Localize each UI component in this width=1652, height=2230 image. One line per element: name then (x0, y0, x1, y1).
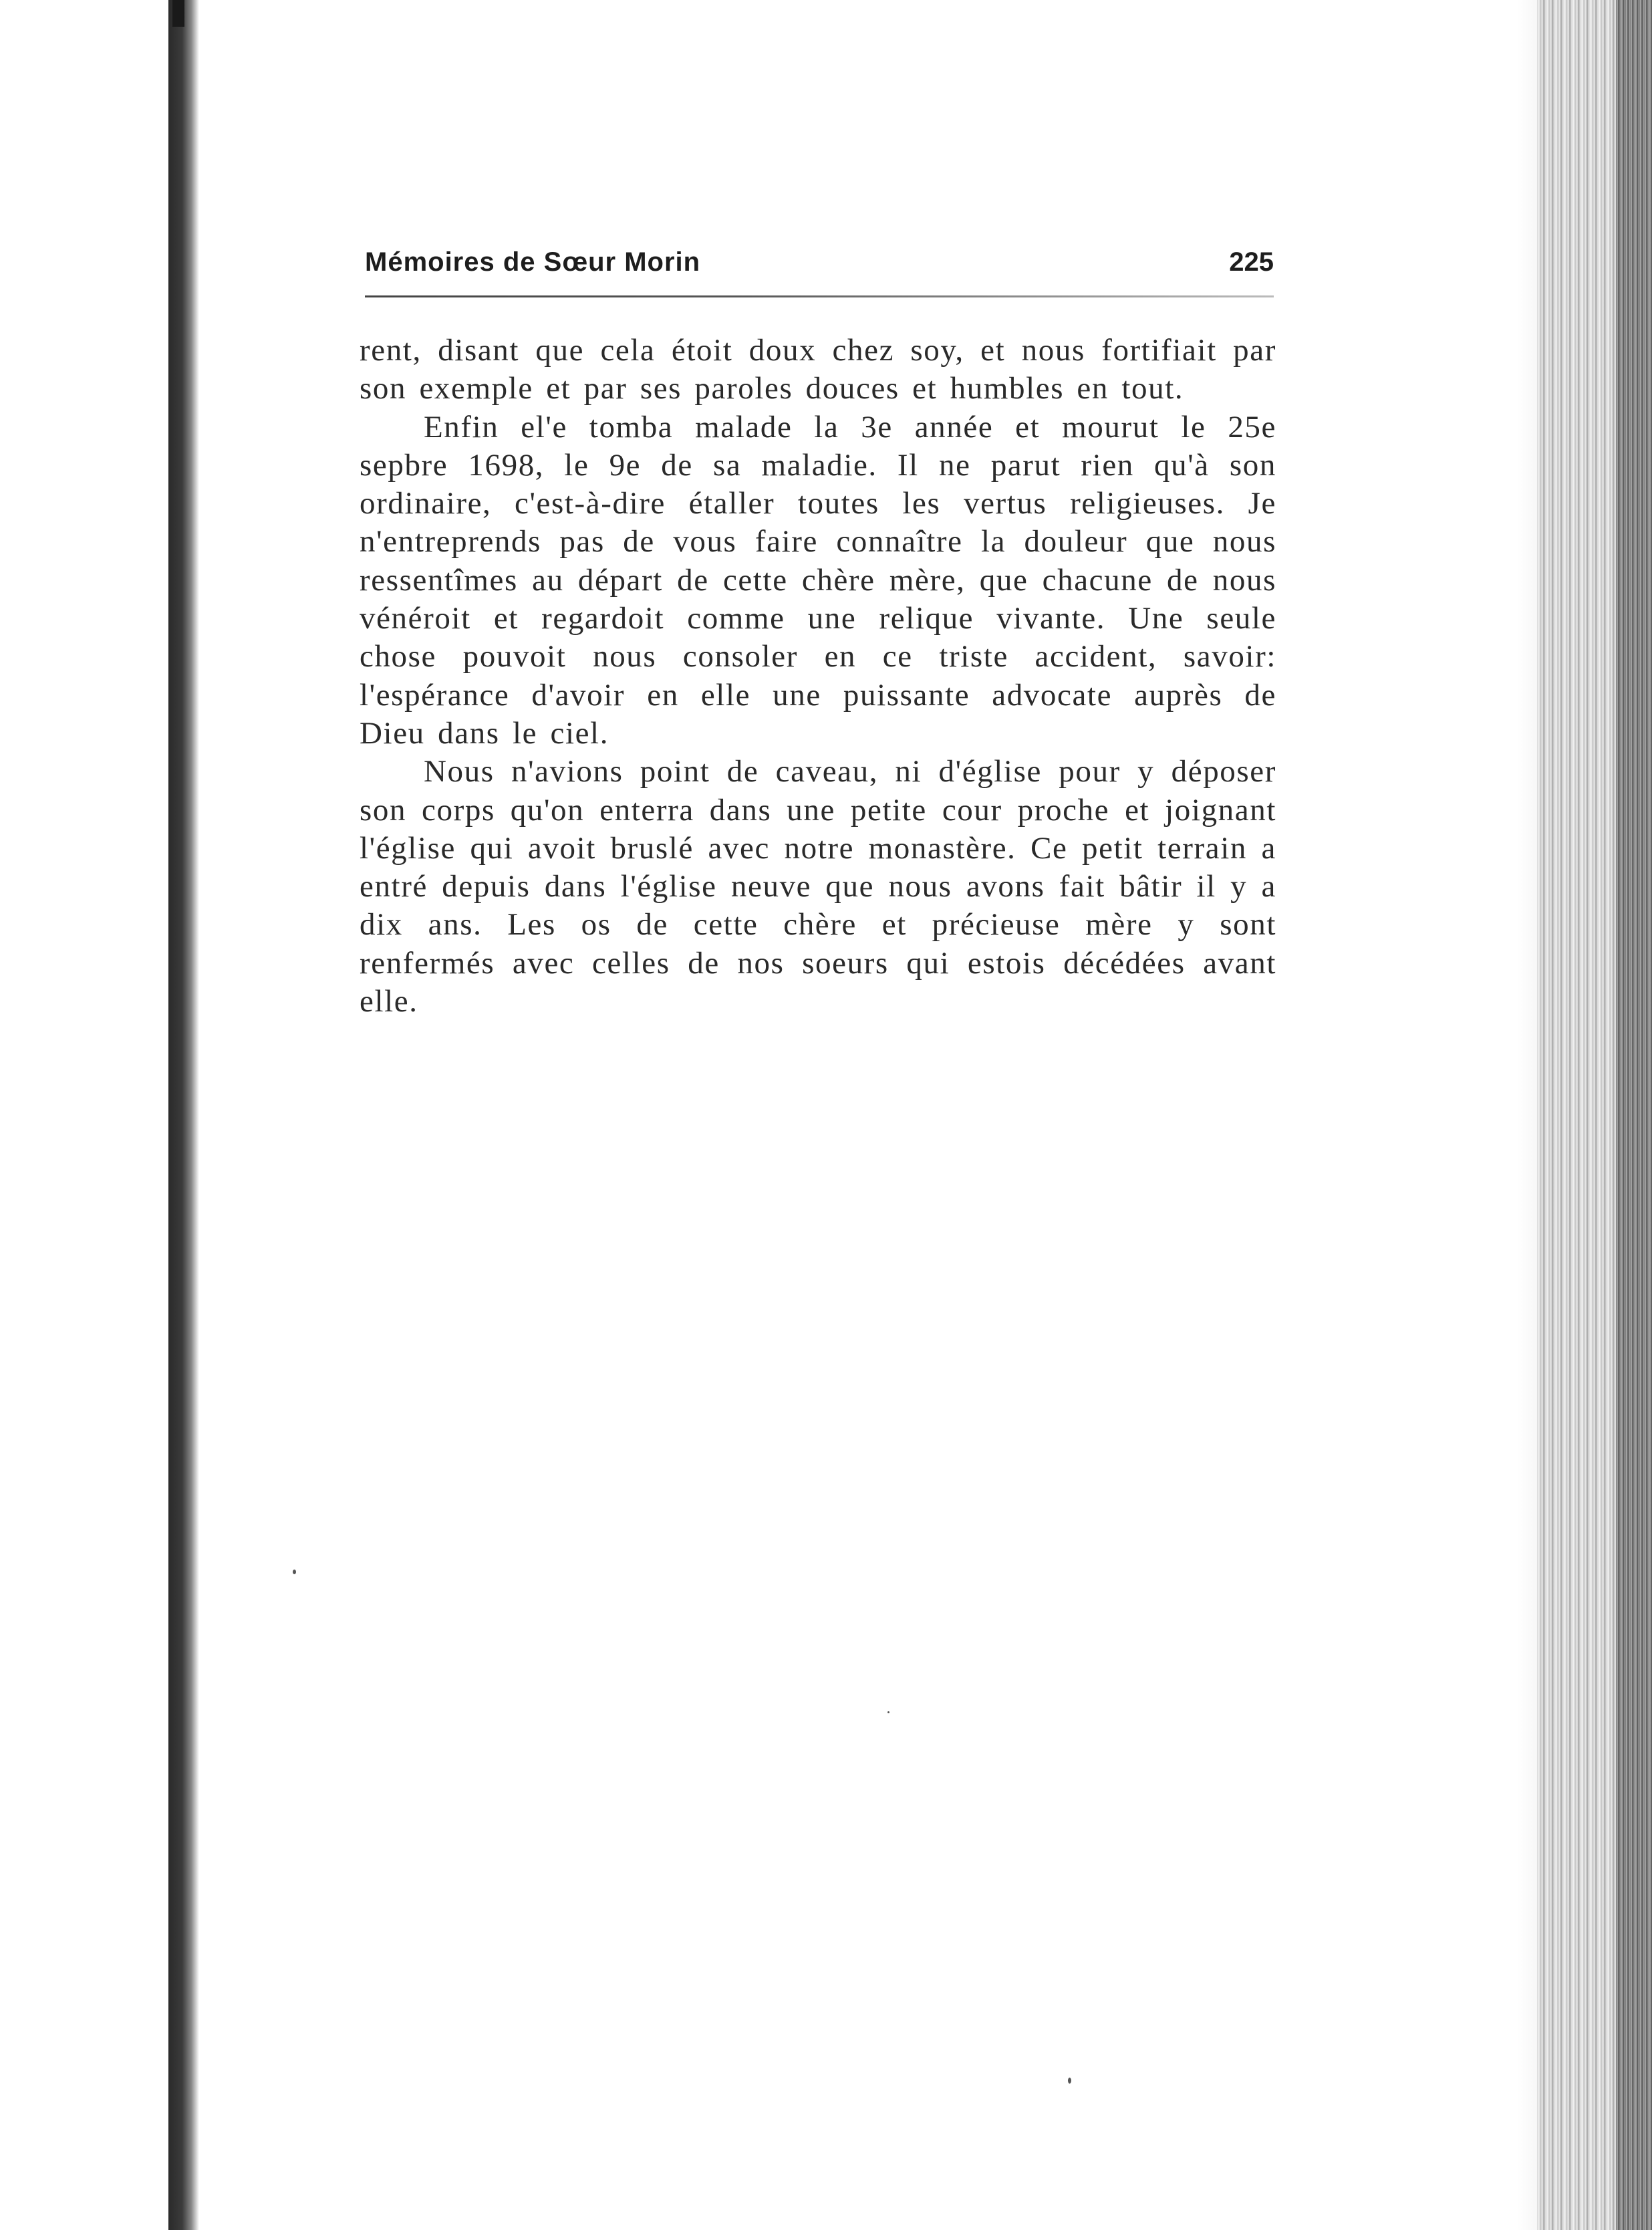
running-head (365, 247, 1274, 294)
paragraph-1: rent, disant que cela étoit doux chez soy, et nous fortifiait par son exemple et par ses paroles douces et humbles en tout. (360, 333, 1276, 406)
paragraph-3: Nous n'avions point de caveau, ni d'église pour y déposer son corps qu'on enterra dans une petite cour proche et joignant l'église qui avoit bruslé avec notre monastère. Ce petit terrain a entré depuis dans l'église neuve que nous avons fait bâtir il y a dix ans. Les os de cette chère et précieuse mère y sont renfermés avec celles de nos soeurs qui estois décédées avant elle. (360, 754, 1276, 1019)
body-text (360, 332, 1276, 1021)
scan-speck (293, 1570, 296, 1574)
running-title: Mémoires de Sœur Morin (365, 247, 701, 277)
scan-speck (1068, 2078, 1071, 2084)
header-rule (365, 295, 1274, 297)
binding-shadow (168, 0, 199, 2230)
page-number: 225 (1229, 247, 1274, 277)
page-fore-edge-dark (1616, 0, 1652, 2230)
binding-strip (172, 0, 184, 27)
scan-speck (887, 1711, 889, 1713)
paragraph-2: Enfin el'e tomba malade la 3e année et mourut le 25e sepbre 1698, le 9e de sa maladie. Il ne parut rien qu'à son ordinaire, c'est-à-dire étaller toutes les vertus religieuses. Je n'entreprends pas de vous faire connaître la douleur que nous ressentîmes au départ de cette chère mère, que chacune de nous vénéroit et regardoit comme une relique vivante. Une seule chose pouvoit nous consoler en ce triste accident, savoir: l'espérance d'avoir en elle une puissante advocate auprès de Dieu dans le ciel. (360, 409, 1276, 751)
